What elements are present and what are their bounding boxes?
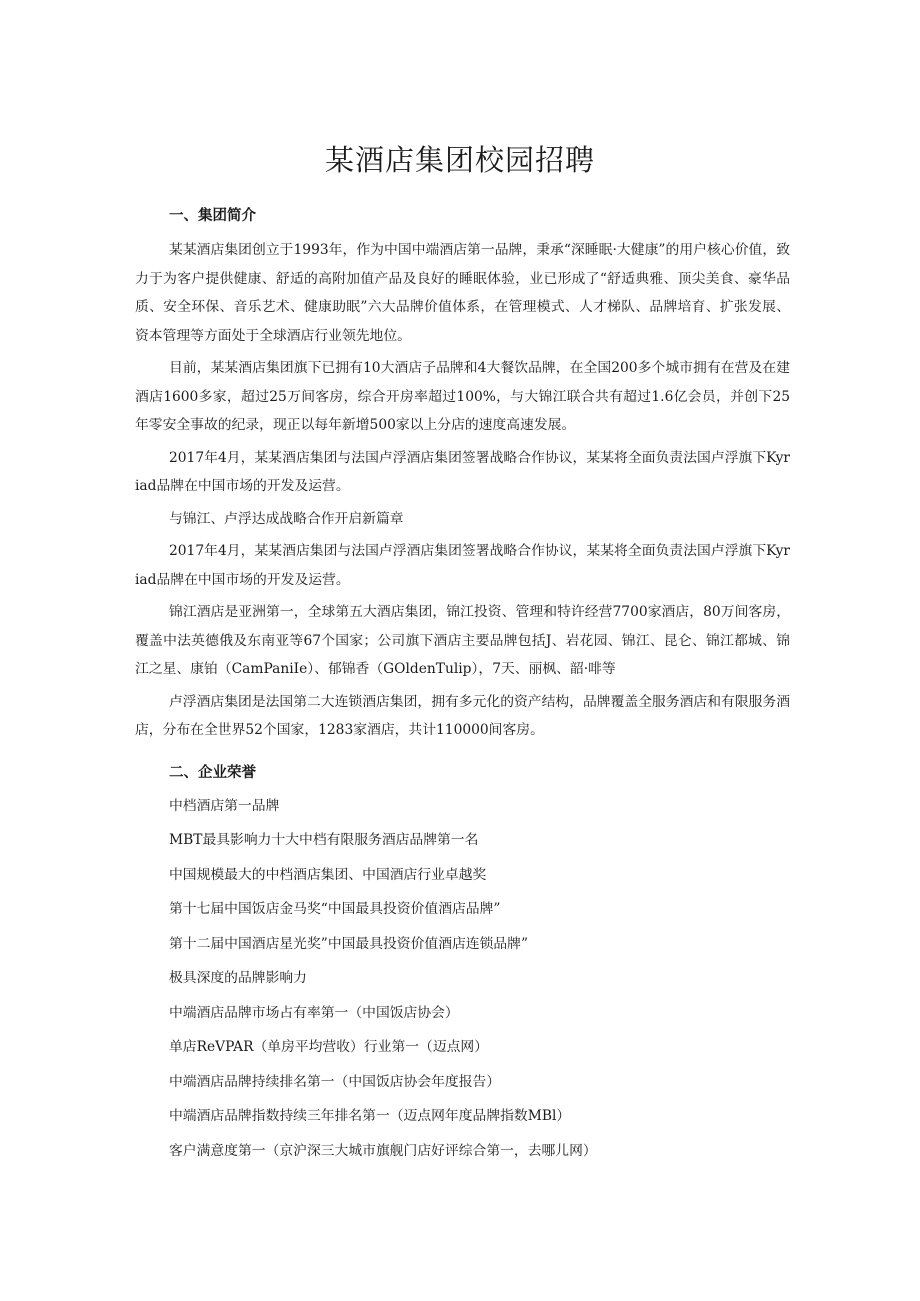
honor-item: 中端酒店品牌市场占有率第一（中国饭店协会） xyxy=(169,1004,459,1021)
intro-paragraph-5: 2017年4月，某某酒店集团与法国卢浮酒店集团签署战略合作协议，某某将全面负责法国卢浮旗下Kyriad品牌在中国市场的开发及运营。 xyxy=(135,543,790,588)
document-title: 某酒店集团校园招聘 xyxy=(324,143,595,177)
honor-item: 第十二届中国酒店星光奖”中国最具投资价值酒店连锁品牌” xyxy=(169,935,529,952)
section-heading-intro: 一、集团简介 xyxy=(169,208,256,224)
honor-item: 第十七届中国饭店金马奖“中国最具投资价值酒店品牌” xyxy=(169,901,501,917)
honor-item: 极具深度的品牌影响力 xyxy=(169,970,307,986)
intro-paragraph-6: 锦江酒店是亚洲第一，全球第五大酒店集团，锦江投资、管理和特许经营7700家酒店，80万间客房，覆盖中法英德俄及东南亚等67个国家；公司旗下酒店主要品牌包括J、岩花园、锦江、昆仑、锦江都城、锦江之星、康铂（CamPaniIe）、郁锦香（GOldenTulip），7天、丽枫、韶·啡等 xyxy=(135,604,790,677)
intro-paragraph-1: 某某酒店集团创立于1993年，作为中国中端酒店第一品牌，秉承“深睡眠·大健康”的用户核心价值，致力于为客户提供健康、舒适的高附加值产品及良好的睡眠体验，业已形成了“舒适典雅、顶尖美食、豪华品质、安全环保、音乐艺术、健康助眠”六大品牌价值体系，在管理模式、人才梯队、品牌培育、扩张发展、资本管理等方面处于全球酒店行业领先地位。 xyxy=(135,242,790,344)
intro-paragraph-3: 2017年4月，某某酒店集团与法国卢浮酒店集团签署战略合作协议，某某将全面负责法国卢浮旗下Kyriad品牌在中国市场的开发及运营。 xyxy=(135,449,790,494)
intro-paragraph-4: 与锦江、卢浮达成战略合作开启新篇章 xyxy=(169,510,404,527)
intro-paragraph-2: 目前，某某酒店集团旗下已拥有10大酒店子品牌和4大餐饮品牌，在全国200多个城市拥有在营及在建酒店1600多家，超过25万间客房，综合开房率超过100%，与大锦江联合共有超过1.6亿会员，并创下25年零安全事故的纪录，现正以每年新增500家以上分店的速度高速发展。 xyxy=(135,360,790,433)
honor-item: 中档酒店第一品牌 xyxy=(169,797,280,814)
honor-item: 客户满意度第一（京沪深三大城市旗舰门店好评综合第一，去哪儿网） xyxy=(169,1142,597,1159)
honors-list xyxy=(135,789,790,1169)
honor-item: 中端酒店品牌指数持续三年排名第一（迈点网年度品牌指数MBl） xyxy=(169,1108,571,1124)
document-body xyxy=(135,200,790,1168)
intro-paragraph-7: 卢浮酒店集团是法国第二大连锁酒店集团，拥有多元化的资产结构，品牌覆盖全服务酒店和有限服务酒店，分布在全世界52个国家，1283家酒店，共计110000间客房。 xyxy=(135,693,790,738)
honor-item: 中端酒店品牌持续排名第一（中国饭店协会年度报告） xyxy=(169,1073,501,1090)
honor-item: 中国规模最大的中档酒店集团、中国酒店行业卓越奖 xyxy=(169,866,487,883)
section-heading-honors: 二、企业荣誉 xyxy=(169,764,256,781)
honor-item: MBT最具影响力十大中档有限服务酒店品牌第一名 xyxy=(169,832,479,848)
honor-item: 单店ReVPAR（单房平均营收）行业第一（迈点网） xyxy=(169,1039,489,1055)
